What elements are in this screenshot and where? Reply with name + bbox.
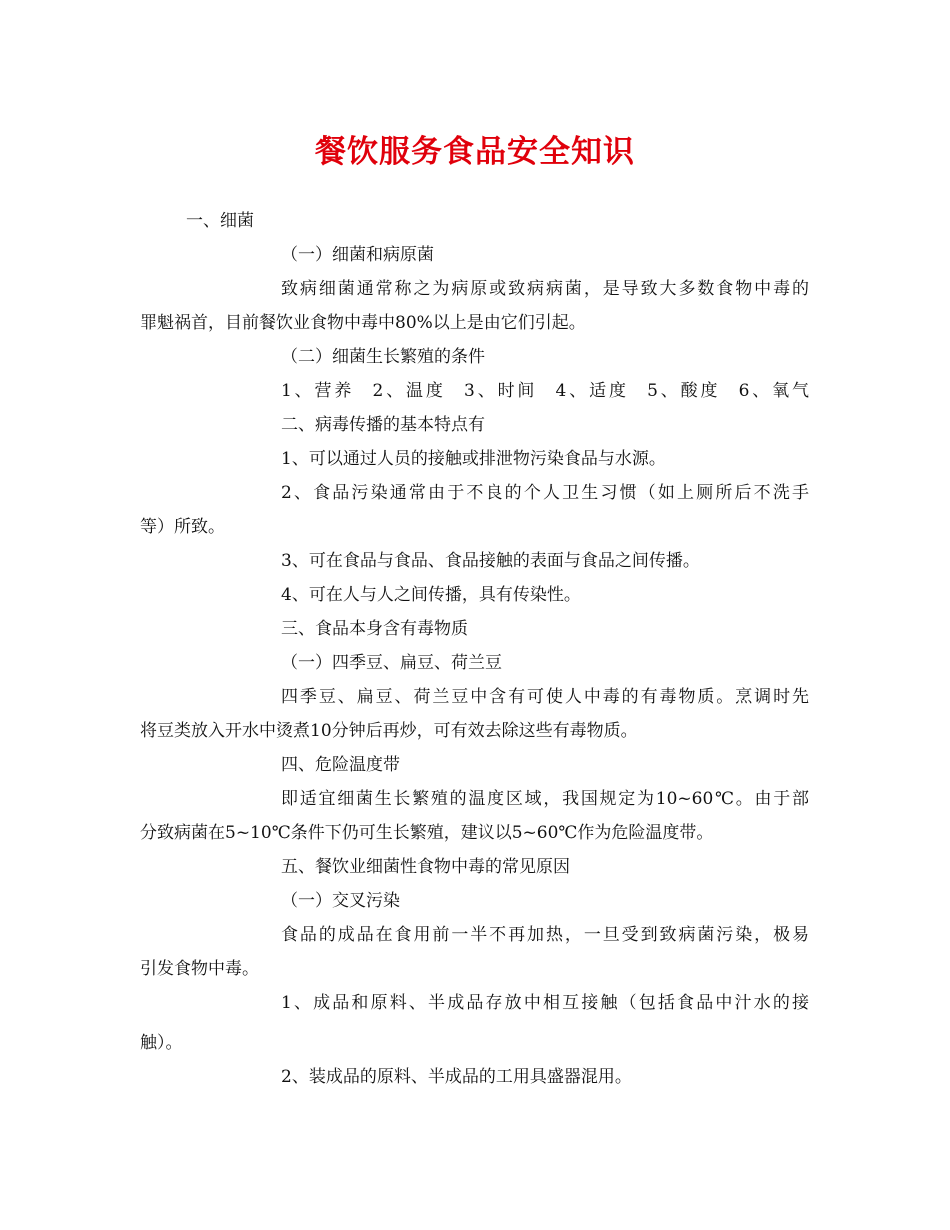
section-heading: 三、食品本身含有毒物质 — [281, 619, 468, 639]
paragraph-line: 将豆类放入开水中烫煮10分钟后再炒，可有效去除这些有毒物质。 — [140, 721, 638, 741]
paragraph-line: 分致病菌在5~10℃条件下仍可生长繁殖，建议以5~60℃作为危险温度带。 — [140, 823, 714, 843]
paragraph-line: 致病细菌通常称之为病原或致病病菌，是导致大多数食物中毒的 — [281, 279, 809, 299]
paragraph-line: 食品的成品在食用前一半不再加热，一旦受到致病菌污染，极易 — [281, 925, 809, 945]
list-item: 2、食品污染通常由于不良的个人卫生习惯（如上厕所后不洗手 — [281, 483, 809, 503]
list-item-continuation: 等）所致。 — [140, 517, 225, 537]
paragraph-line: 即适宜细菌生长繁殖的温度区域，我国规定为10~60℃。由于部 — [281, 789, 809, 809]
list-item: 3、可在食品与食品、食品接触的表面与食品之间传播。 — [281, 551, 700, 571]
subsection-heading: （一）四季豆、扁豆、荷兰豆 — [281, 653, 502, 673]
section-heading: 五、餐饮业细菌性食物中毒的常见原因 — [281, 857, 570, 877]
section-heading: 二、病毒传播的基本特点有 — [281, 415, 485, 435]
condition-list: 1、营养 2、温度 3、时间 4、适度 5、酸度 6、氧气 — [281, 381, 809, 401]
list-item: 2、装成品的原料、半成品的工用具盛器混用。 — [281, 1067, 632, 1087]
paragraph-line: 引发食物中毒。 — [140, 959, 259, 979]
paragraph-line: 罪魁祸首，目前餐饮业食物中毒中80%以上是由它们引起。 — [140, 313, 586, 333]
subsection-heading: （一）细菌和病原菌 — [281, 245, 434, 265]
list-item: 1、可以通过人员的接触或排泄物污染食品与水源。 — [281, 449, 666, 469]
paragraph-line: 四季豆、扁豆、荷兰豆中含有可使人中毒的有毒物质。烹调时先 — [281, 687, 809, 707]
subsection-heading: （一）交叉污染 — [281, 891, 400, 911]
section-heading: 四、危险温度带 — [281, 755, 400, 775]
list-item-continuation: 触）。 — [140, 1033, 183, 1053]
list-item: 4、可在人与人之间传播，具有传染性。 — [281, 585, 581, 605]
document-title: 餐饮服务食品安全知识 — [315, 134, 635, 170]
subsection-heading: （二）细菌生长繁殖的条件 — [281, 347, 485, 367]
list-item: 1、成品和原料、半成品存放中相互接触（包括食品中汁水的接 — [281, 993, 809, 1013]
section-heading: 一、细菌 — [186, 211, 254, 231]
